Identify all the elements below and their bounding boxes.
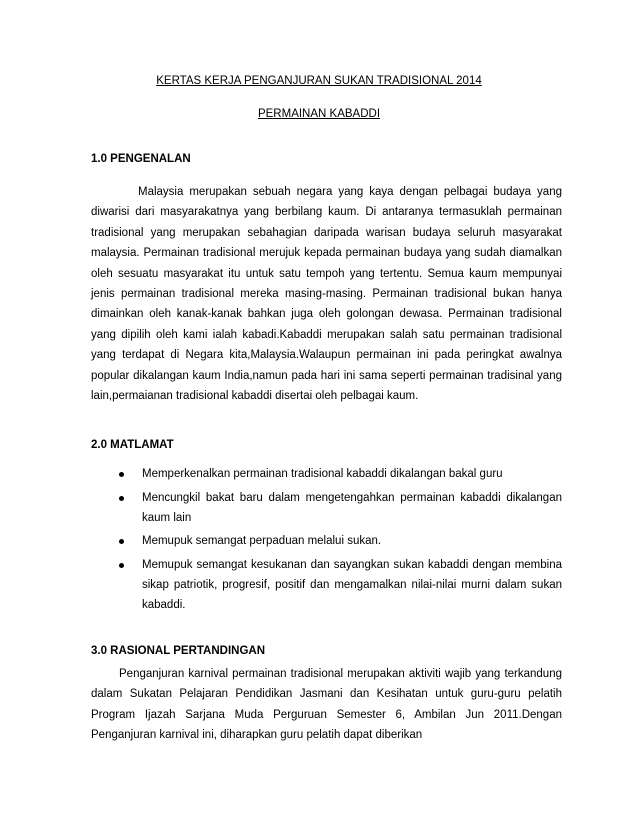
list-item (91, 532, 562, 552)
section-heading-rasional: 3.0 RASIONAL PERTANDINGAN (91, 645, 266, 657)
bullet-dot-icon (119, 472, 124, 477)
matlamat-bullet-list (91, 465, 562, 620)
section-paragraph-pengenalan (91, 182, 562, 406)
list-item (91, 556, 562, 615)
list-item (91, 489, 562, 529)
bullet-dot-icon (119, 563, 124, 568)
section-paragraph-rasional (91, 664, 562, 746)
bullet-dot-icon (119, 496, 124, 501)
paragraph-text: Penganjuran karnival permainan tradisional merupakan aktiviti wajib yang terkandung dalam Sukatan Pelajaran Pendidikan Jasmani dan Kesihatan untuk guru-guru pelatih Program Ijazah Sarjana Muda Perguruan Semester 6, Ambilan Jun 2011.Dengan Penganjuran karnival ini, diharapkan guru pelatih dapat diberikan (91, 668, 562, 742)
list-item (91, 465, 562, 485)
section-heading-matlamat: 2.0 MATLAMAT (91, 439, 174, 451)
bullet-dot-icon (119, 539, 124, 544)
list-item-text: Memupuk semangat kesukanan dan sayangkan sukan kabaddi dengan membina sikap patriotik, progresif, positif dan mengamalkan nilai-nilai murni dalam sukan kabaddi. (142, 559, 562, 611)
list-item-text: Memperkenalkan permainan tradisional kabaddi dikalangan bakal guru (142, 468, 503, 480)
section-heading-pengenalan: 1.0 PENGENALAN (91, 153, 191, 165)
paragraph-text: Malaysia merupakan sebuah negara yang kaya dengan pelbagai budaya yang diwarisi dari masyarakatnya yang berbilang kaum. Di antaranya termasuklah permainan tradisional yang merupakan sebahagian daripada warisan budaya seluruh masyarakat malaysia. Permainan tradisional merujuk kepada permainan budaya yang sudah diamalkan oleh sesuatu masyarakat itu untuk satu tempoh yang tertentu. Semua kaum mempunyai jenis permainan tradisional mereka masing-masing. Permainan tradisional bukan hanya dimainkan oleh kanak-kanak bahkan juga oleh golongan dewasa. Permainan tradisional yang dipilih oleh kami ialah kabadi.Kabaddi merupakan salah satu permainan tradisional yang terdapat di Negara kita,Malaysia.Walaupun permainan ini pada peringkat awalnya popular dikalangan kaum India,namun pada hari ini sama seperti permainan tradisinal yang lain,permaianan tradisional kabaddi disertai oleh pelbagai kaum. (91, 186, 562, 403)
document-title: KERTAS KERJA PENGANJURAN SUKAN TRADISIONAL 2014 (156, 75, 482, 87)
list-item-text: Memupuk semangat perpaduan melalui sukan. (142, 535, 382, 548)
document-subtitle: PERMAINAN KABADDI (257, 108, 381, 120)
list-item-text: Mencungkil bakat baru dalam mengetengahkan permainan kabaddi dikalangan kaum lain (142, 491, 562, 524)
